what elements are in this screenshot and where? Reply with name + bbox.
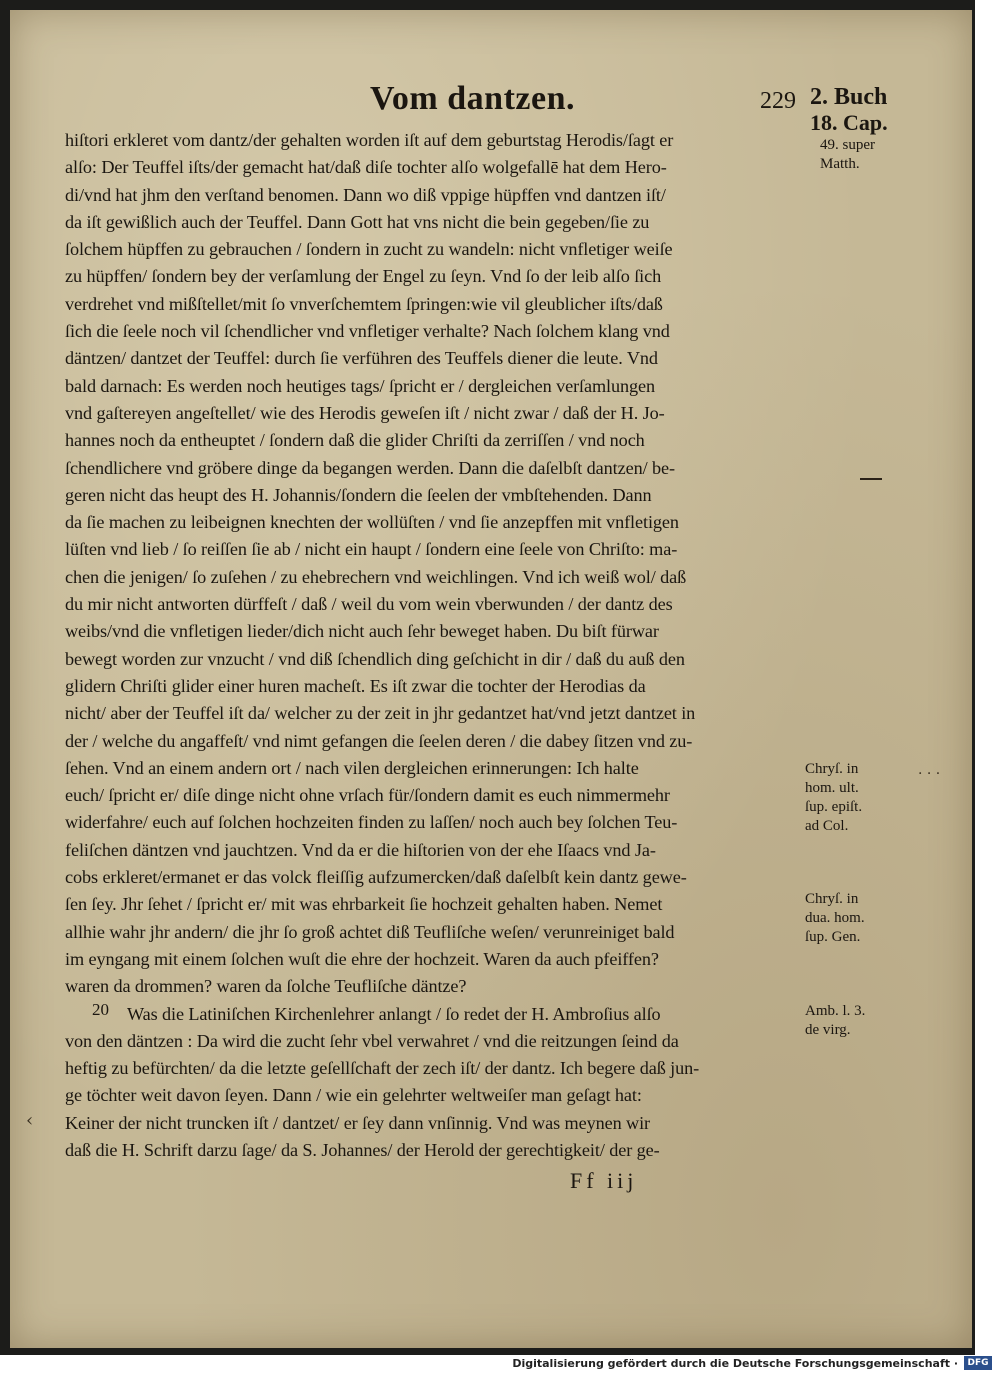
text-line: Keiner der nicht truncken iſt / dantzet/ er ſey dann vnſinnig. Vnd was meynen wir [65, 1112, 651, 1133]
text-line: nicht/ aber der Teuffel iſt da/ welcher zu der zeit in jhr gedantzet hat/vnd jetzt dantzet in [65, 703, 696, 724]
margin-note-line: 49. super [820, 137, 875, 153]
digitization-credit: Digitalisierung gefördert durch die Deutsche Forschungsgemeinschaft · [512, 1357, 958, 1370]
text-line: hiſtori erkleret vom dantz/der gehalten worden iſt auf dem geburtstag Herodis/ſagt er [65, 130, 674, 150]
margin-note-line: dua. hom. [805, 910, 865, 926]
text-line: von den däntzen : Da wird die zucht ſehr vbel verwahret / vnd die reitzungen ſeind da [65, 1030, 679, 1051]
text-line: lüſten vnd lieb / ſo reiſſen ſie ab / nicht ein haupt / ſondern eine ſeele von Chriſto: ma- [65, 539, 678, 560]
body-text [65, 127, 820, 1164]
text-line: bald darnach: Es werden noch heutiges tags/ ſpricht er / dergleichen verſamlungen [65, 375, 656, 396]
text-line: hannes noch da entheuptet / ſondern daß die glider Chriſti da zerriſſen / vnd noch [65, 430, 645, 451]
text-line: cobs erkleret/ermanet er das volck fleiſſig aufzumercken/daß daſelbſt kein dantz gewe- [65, 867, 687, 888]
text-line: alſo: Der Teuffel iſts/der gemacht hat/daß diſe tochter alſo wolgefallē hat dem Hero- [65, 157, 667, 178]
signature-mark: Ff iij [570, 1168, 638, 1193]
text-line: däntzen/ dantzet der Teuffel: durch ſie verführen des Teuffels diener die leute. Vnd [65, 348, 658, 369]
margin-note-line: Matth. [820, 156, 860, 172]
text-line: da ſie machen zu leibeignen knechten der wollüſten / vnd ſie anzepffen mit vnfletigen [65, 512, 679, 533]
text-line: ſolchem hüpffen zu gebrauchen / ſondern in zucht zu wandeln: nicht vnfletiger weiſe [65, 239, 673, 260]
text-line: bewegt worden zur vnzucht / vnd diß ſchendlich ding geſchicht in dir / daß du auß den [65, 648, 685, 669]
text-line: daß die H. Schrift darzu ſage/ da S. Johannes/ der Herold der gerechtigkeit/ der ge- [65, 1139, 660, 1160]
text-line: ſen ſey. Jhr ſehet / ſpricht er/ mit was ehrbarkeit ſie hochzeit gehalten haben. Nemet [65, 894, 663, 915]
text-line: Was die Latiniſchen Kirchenlehrer anlangt / ſo redet der H. Ambroſius alſo [127, 1003, 661, 1024]
margin-note-line: Amb. l. 3. [805, 1003, 866, 1019]
dfg-logo: DFG [964, 1356, 992, 1370]
text-line: geren nicht das heupt des H. Johannis/ſondern die ſeelen der vmbſtehenden. Dann [65, 484, 652, 505]
margin-note-line: ſup. epiſt. [805, 799, 863, 815]
margin-note-line: 18. Cap. [810, 110, 888, 135]
text-line: vnd gaſtereyen angeſtellet/ wie des Herodis geweſen iſt / nicht zwar / daß der H. Jo- [65, 402, 665, 423]
text-line: ſehen. Vnd an einem andern ort / nach vilen dergleichen erinnerungen: Ich halte [65, 757, 639, 778]
margin-dots-mark: · · · [918, 766, 941, 782]
text-line: zu hüpffen/ ſondern bey der verſamlung der Engel zu ſeyn. Vnd ſo der leib alſo ſich [65, 266, 662, 287]
text-line: du mir nicht antworten dürffeſt / daß / weil du vom wein vberwunden / der dantz des [65, 594, 673, 615]
margin-bracket-mark: ‹ [26, 1110, 34, 1131]
margin-dash-mark [860, 478, 882, 480]
margin-note-line: de virg. [805, 1022, 851, 1038]
margin-note-chapter [810, 110, 888, 174]
text-line: euch/ ſpricht er/ diſe dinge nicht ohne vrſach für/ſondern damit es euch nimmermehr [65, 785, 670, 806]
text-line: weibs/vnd die vnfletigen lieder/dich nicht auch ſehr beweget haben. Du biſt fürwar [65, 621, 659, 642]
text-line: di/vnd hat jhm den verſtand benomen. Dann wo diß vppige hüpffen vnd dantzen iſt/ [65, 184, 666, 205]
text-line: ge töchter weit davon ſeyen. Dann / wie ein gelehrter weltweiſer man geſagt hat: [65, 1085, 642, 1106]
book-page [10, 10, 972, 1348]
margin-note-line: ſup. Gen. [805, 929, 861, 945]
text-line: ſchendlichere vnd gröbere dinge da begangen werden. Dann die daſelbſt dantzen/ be- [65, 457, 675, 478]
text-line: glidern Chriſti glider einer huren macheſt. Es iſt zwar die tochter der Herodias da [65, 675, 646, 696]
text-line: im eyngang mit einem ſolchen wuſt die ehre der hochzeit. Waren da auch pfeiffen? [65, 948, 659, 969]
text-line: ſich die ſeele noch vil ſchendlicher vnd vnfletiger verhalte? Nach ſolchem klang vnd [65, 321, 670, 342]
running-title: Vom dantzen. [370, 80, 575, 117]
paragraph-number: 20 [92, 1000, 109, 1019]
text-line: der / welche du angaffeſt/ vnd nimt gefangen die ſeelen deren / die dabey ſitzen vnd zu- [65, 730, 693, 751]
text-line: verdrehet vnd mißſtellet/mit ſo vnverſchemtem ſpringen:wie vil gleublicher iſts/daß [65, 293, 663, 314]
text-line: da iſt gewißlich auch der Teuffel. Dann Gott hat vns nicht die bein gegeben/ſie zu [65, 211, 650, 232]
margin-note-line: Chryſ. in [805, 761, 859, 777]
margin-note-line: hom. ult. [805, 780, 859, 796]
margin-note-line: ad Col. [805, 818, 849, 834]
text-line: widerfahre/ euch auf ſolchen hochzeiten finden zu laſſen/ noch auch bey ſolchen Teu- [65, 812, 678, 833]
text-line: chen die jenigen/ ſo zuſehen / zu ehebrechern vnd weichlingen. Vnd ich weiß wol/ daß [65, 566, 687, 587]
text-line: feliſchen däntzen vnd jauchtzen. Vnd da er die hiſtorien von der ehe Iſaacs vnd Ja- [65, 839, 656, 860]
book-label: 2. Buch [810, 84, 888, 110]
text-line: waren da drommen? waren da ſolche Teufliſche däntze? [65, 976, 467, 997]
page-number: 229 [760, 88, 796, 114]
margin-note-line: Chryſ. in [805, 891, 859, 907]
text-line: allhie wahr jhr andern/ die jhr ſo groß achtet diß Teufliſche weſen/ verunreiniget bald [65, 921, 675, 942]
text-line: heftig zu befürchten/ da die letzte geſellſchaft der zech iſt/ der dantz. Ich begere daß jun- [65, 1058, 700, 1079]
